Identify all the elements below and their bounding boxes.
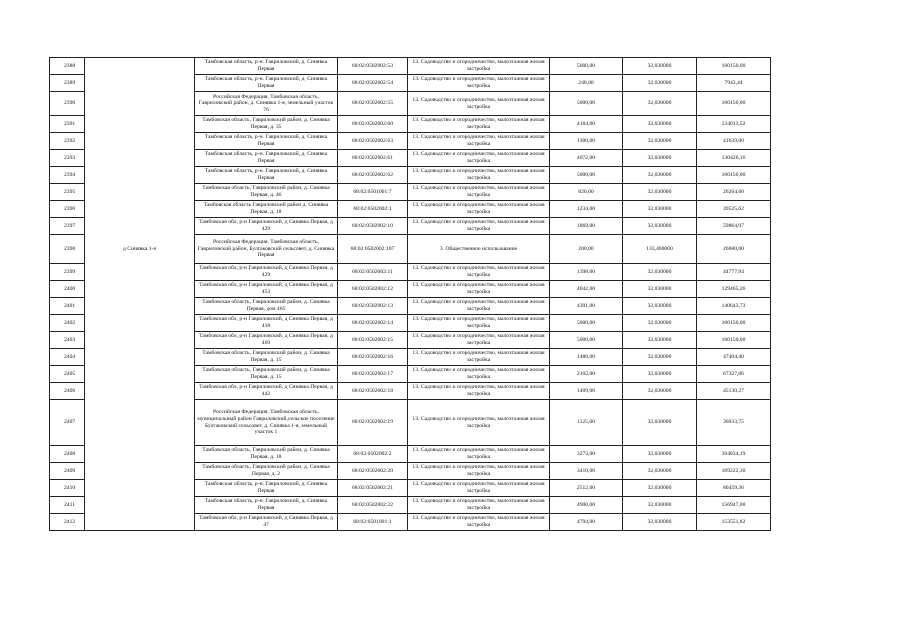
land-use-type: 13. Садоводство и огородничество, малоэтажная жилая застройка xyxy=(408,315,550,332)
area-cell: 3273,00 xyxy=(550,446,623,463)
locality-cell xyxy=(85,366,195,383)
row-number: 2407 xyxy=(50,400,85,446)
address-cell: Тамбовская обл, р-н Гавриловский, д Синявка Первая, д 442 xyxy=(195,383,338,400)
area-cell: 4391,00 xyxy=(550,298,623,315)
table-row xyxy=(50,349,771,366)
address-cell: Тамбовская область, р-н. Гавриловский, д. Синявка Первая xyxy=(195,480,338,497)
specific-value-cell: 32,030000 xyxy=(623,150,697,167)
locality-cell xyxy=(85,480,195,497)
specific-value-cell: 32,030000 xyxy=(623,58,697,75)
row-number: 2405 xyxy=(50,366,85,383)
row-number: 2393 xyxy=(50,150,85,167)
address-cell: Тамбовская область, Гавриловский район, д. Синявка Первая, дом 465 xyxy=(195,298,338,315)
address-cell: Российская Федерация, Тамбовская область, Гавриловский район, д. Синявка 1-я, земельный участок 76 xyxy=(195,92,338,116)
row-number: 2396 xyxy=(50,201,85,218)
cadastral-value-cell: 160150,00 xyxy=(697,315,771,332)
table-row xyxy=(50,201,771,218)
cadastral-value-cell: 59864,07 xyxy=(697,218,771,235)
table-row xyxy=(50,383,771,400)
land-use-type: 13. Садоводство и огородничество, малоэтажная жилая застройка xyxy=(408,264,550,281)
locality-cell xyxy=(85,150,195,167)
area-cell: 248,00 xyxy=(550,75,623,92)
locality-cell xyxy=(85,497,195,514)
table-row xyxy=(50,463,771,480)
table-row xyxy=(50,400,771,446)
table-row xyxy=(50,281,771,298)
specific-value-cell: 133,400000 xyxy=(623,235,697,264)
address-cell: Тамбовская обл, р-н Гавриловский, д Синявка Первая, д 453 xyxy=(195,281,338,298)
table-row xyxy=(50,92,771,116)
cadastral-value-cell: 80459,36 xyxy=(697,480,771,497)
land-use-type: 13. Садоводство и огородничество, малоэтажная жилая застройка xyxy=(408,116,550,133)
specific-value-cell: 32,030000 xyxy=(623,349,697,366)
locality-cell: д Синявка 1-я xyxy=(85,235,195,264)
table-row xyxy=(50,58,771,75)
row-number: 2397 xyxy=(50,218,85,235)
cadastral-number: 68:02:0502002:63 xyxy=(338,133,408,150)
area-cell: 1398,00 xyxy=(550,264,623,281)
cadastral-number: 68:02:0502002:54 xyxy=(338,75,408,92)
land-use-type: 13. Садоводство и огородничество, малоэтажная жилая застройка xyxy=(408,497,550,514)
address-cell: Тамбовская обл, р-н Гавриловский, д Синявка Первая, д 429 xyxy=(195,264,338,281)
row-number: 2395 xyxy=(50,184,85,201)
cadastral-number: 68:02:0502002:55 xyxy=(338,92,408,116)
locality-cell xyxy=(85,332,195,349)
address-cell: Тамбовская область, Гавриловский район, д. Синявка Первая, д. 18 xyxy=(195,446,338,463)
specific-value-cell: 32,030000 xyxy=(623,281,697,298)
cadastral-number: 68:02:0502002:13 xyxy=(338,298,408,315)
area-cell: 200,00 xyxy=(550,235,623,264)
row-number: 2392 xyxy=(50,133,85,150)
table-row xyxy=(50,298,771,315)
land-use-type: 13. Садоводство и огородничество, малоэтажная жилая застройка xyxy=(408,480,550,497)
table-row xyxy=(50,133,771,150)
locality-cell xyxy=(85,184,195,201)
area-cell: 5000,00 xyxy=(550,92,623,116)
cadastral-number: 68:02:0501001:1 xyxy=(338,514,408,531)
area-cell: 4184,00 xyxy=(550,116,623,133)
cadastral-value-cell: 129465,26 xyxy=(697,281,771,298)
locality-cell xyxy=(85,218,195,235)
cadastral-value-cell: 130426,16 xyxy=(697,150,771,167)
table-row xyxy=(50,446,771,463)
cadastral-number: 68:02:0502002:17 xyxy=(338,366,408,383)
table-row xyxy=(50,332,771,349)
land-use-type: 13. Садоводство и огородничество, малоэтажная жилая застройка xyxy=(408,366,550,383)
row-number: 2388 xyxy=(50,58,85,75)
locality-cell xyxy=(85,92,195,116)
cadastral-value-cell: 140643,73 xyxy=(697,298,771,315)
row-number: 2401 xyxy=(50,298,85,315)
row-number: 2412 xyxy=(50,514,85,531)
cadastral-number: 68:02:0502002:107 xyxy=(338,235,408,264)
cadastral-number: 68:02:0502002:10 xyxy=(338,218,408,235)
address-cell: Тамбовская обл, р-н Гавриловский, д Синявка Первая, д 429 xyxy=(195,218,338,235)
specific-value-cell: 32,030000 xyxy=(623,332,697,349)
document-page xyxy=(49,57,770,531)
row-number: 2404 xyxy=(50,349,85,366)
locality-cell xyxy=(85,75,195,92)
cadastral-value-cell: 160150,00 xyxy=(697,92,771,116)
cadastral-value-cell: 109222,30 xyxy=(697,463,771,480)
specific-value-cell: 32,030000 xyxy=(623,184,697,201)
land-use-type: 13. Садоводство и огородничество, малоэтажная жилая застройка xyxy=(408,281,550,298)
specific-value-cell: 32,030000 xyxy=(623,264,697,281)
row-number: 2391 xyxy=(50,116,85,133)
land-use-type: 13. Садоводство и огородничество, малоэтажная жилая застройка xyxy=(408,150,550,167)
area-cell: 1409,00 xyxy=(550,383,623,400)
table-row xyxy=(50,235,771,264)
cadastral-value-cell: 26264,60 xyxy=(697,184,771,201)
cadastral-value-cell: 41639,00 xyxy=(697,133,771,150)
land-use-type: 13. Садоводство и огородничество, малоэтажная жилая застройка xyxy=(408,92,550,116)
specific-value-cell: 32,030000 xyxy=(623,167,697,184)
area-cell: 2102,00 xyxy=(550,366,623,383)
cadastral-number: 68:02:0502002:14 xyxy=(338,315,408,332)
row-number: 2398 xyxy=(50,235,85,264)
area-cell: 4794,00 xyxy=(550,514,623,531)
locality-cell xyxy=(85,298,195,315)
cadastral-number: 68:02:0502002:22 xyxy=(338,497,408,514)
specific-value-cell: 32,030000 xyxy=(623,218,697,235)
address-cell: Тамбовская область, р-н. Гавриловский, д. Синявка Первая xyxy=(195,167,338,184)
row-number: 2410 xyxy=(50,480,85,497)
locality-cell xyxy=(85,315,195,332)
locality-cell xyxy=(85,463,195,480)
cadastral-value-table xyxy=(49,57,771,531)
table-row xyxy=(50,366,771,383)
cadastral-number: 68:02:0502002:53 xyxy=(338,58,408,75)
area-cell: 5000,00 xyxy=(550,332,623,349)
cadastral-number: 68:02:0502002:11 xyxy=(338,264,408,281)
row-number: 2394 xyxy=(50,167,85,184)
cadastral-number: 68:02:0502002:12 xyxy=(338,281,408,298)
row-number: 2409 xyxy=(50,463,85,480)
specific-value-cell: 32,030000 xyxy=(623,514,697,531)
land-use-type: 13. Садоводство и огородничество, малоэтажная жилая застройка xyxy=(408,167,550,184)
address-cell: Тамбовская область, Гавриловский район, д. Синявка Первая, д. 35 xyxy=(195,116,338,133)
locality-cell xyxy=(85,514,195,531)
address-cell: Тамбовская область, Гавриловский район, д. Синявка Первая, д. 2 xyxy=(195,463,338,480)
specific-value-cell: 32,030000 xyxy=(623,480,697,497)
area-cell: 4900,00 xyxy=(550,497,623,514)
table-row xyxy=(50,167,771,184)
row-number: 2402 xyxy=(50,315,85,332)
specific-value-cell: 32,030000 xyxy=(623,463,697,480)
cadastral-value-cell: 47404,40 xyxy=(697,349,771,366)
table-row xyxy=(50,218,771,235)
cadastral-value-cell: 160150,00 xyxy=(697,332,771,349)
cadastral-number: 68:02:0502002:19 xyxy=(338,400,408,446)
cadastral-value-cell: 67327,06 xyxy=(697,366,771,383)
cadastral-number: 68:02:0502002:15 xyxy=(338,332,408,349)
cadastral-number: 68:02:0502002:1 xyxy=(338,201,408,218)
address-cell: Тамбовская область, р-н. Гавриловский, д. Синявка Первая xyxy=(195,497,338,514)
address-cell: Тамбовская область, Гавриловский район, д. Синявка Первая, д. 15 xyxy=(195,349,338,366)
land-use-type: 13. Садоводство и огородничество, малоэтажная жилая застройка xyxy=(408,400,550,446)
specific-value-cell: 32,030000 xyxy=(623,315,697,332)
address-cell: Тамбовская обл, р-н Гавриловский, д Синявка Первая, д 47 xyxy=(195,514,338,531)
table-row xyxy=(50,264,771,281)
specific-value-cell: 32,030000 xyxy=(623,497,697,514)
row-number: 2408 xyxy=(50,446,85,463)
area-cell: 1300,00 xyxy=(550,133,623,150)
specific-value-cell: 32,030000 xyxy=(623,366,697,383)
cadastral-value-cell: 45130,27 xyxy=(697,383,771,400)
locality-cell xyxy=(85,167,195,184)
address-cell: Российская Федерация, Тамбовская область, Гавриловский район, Булгаковский сельсовет, д. Синявка Первая xyxy=(195,235,338,264)
specific-value-cell: 32,030000 xyxy=(623,92,697,116)
table-row xyxy=(50,480,771,497)
cadastral-value-cell: 39525,02 xyxy=(697,201,771,218)
area-cell: 4042,00 xyxy=(550,281,623,298)
table-row xyxy=(50,514,771,531)
locality-cell xyxy=(85,446,195,463)
cadastral-value-cell: 160150,00 xyxy=(697,58,771,75)
land-use-type: 13. Садоводство и огородничество, малоэтажная жилая застройка xyxy=(408,298,550,315)
row-number: 2411 xyxy=(50,497,85,514)
address-cell: Тамбовская обл, р-н Гавриловский, д Синявка Первая, д 469 xyxy=(195,332,338,349)
table-row xyxy=(50,75,771,92)
table-row xyxy=(50,315,771,332)
table-row xyxy=(50,150,771,167)
land-use-type: 13. Садоводство и огородничество, малоэтажная жилая застройка xyxy=(408,218,550,235)
address-cell: Тамбовская обл, р-н Гавриловский, д Синявка Первая, д 418 xyxy=(195,315,338,332)
cadastral-number: 68:02:0502002:18 xyxy=(338,383,408,400)
specific-value-cell: 32,030000 xyxy=(623,116,697,133)
row-number: 2399 xyxy=(50,264,85,281)
cadastral-value-cell: 36033,75 xyxy=(697,400,771,446)
cadastral-number: 68:02:0502002:62 xyxy=(338,167,408,184)
land-use-type: 13. Садоводство и огородничество, малоэтажная жилая застройка xyxy=(408,349,550,366)
area-cell: 1125,00 xyxy=(550,400,623,446)
land-use-type: 3. Общественное использование xyxy=(408,235,550,264)
cadastral-number: 68:02:0502002:2 xyxy=(338,446,408,463)
cadastral-number: 68:02:0501001:7 xyxy=(338,184,408,201)
area-cell: 4072,00 xyxy=(550,150,623,167)
cadastral-value-cell: 44777,94 xyxy=(697,264,771,281)
cadastral-value-cell: 134013,52 xyxy=(697,116,771,133)
area-cell: 1869,00 xyxy=(550,218,623,235)
land-use-type: 13. Садоводство и огородничество, малоэтажная жилая застройка xyxy=(408,332,550,349)
area-cell: 5000,00 xyxy=(550,315,623,332)
address-cell: Тамбовская область Гавриловский район д. Синявка Первая, д. 18 xyxy=(195,201,338,218)
land-use-type: 13. Садоводство и огородничество, малоэтажная жилая застройка xyxy=(408,446,550,463)
cadastral-value-cell: 156947,00 xyxy=(697,497,771,514)
area-cell: 3410,00 xyxy=(550,463,623,480)
land-use-type: 13. Садоводство и огородничество, малоэтажная жилая застройка xyxy=(408,463,550,480)
address-cell: Тамбовская область, р-н. Гавриловский, д. Синявка Первая xyxy=(195,150,338,167)
address-cell: Тамбовская область, р-н. Гавриловский, д. Синявка Первая xyxy=(195,75,338,92)
land-use-type: 13. Садоводство и огородничество, малоэтажная жилая застройка xyxy=(408,514,550,531)
area-cell: 1234,00 xyxy=(550,201,623,218)
address-cell: Тамбовская область, Гавриловский район, д. Синявка Первая, д. 15 xyxy=(195,366,338,383)
specific-value-cell: 32,030000 xyxy=(623,400,697,446)
cadastral-number: 68:02:0502002:61 xyxy=(338,150,408,167)
area-cell: 5000,00 xyxy=(550,58,623,75)
area-cell: 5000,00 xyxy=(550,167,623,184)
locality-cell xyxy=(85,281,195,298)
cadastral-value-cell: 26680,00 xyxy=(697,235,771,264)
address-cell: Российская Федерация, Тамбовская область, муниципальный район Гавриловский,сельское поселение Булгаковский сельсовет, д. Синявка 1-я, земельный участок 1 xyxy=(195,400,338,446)
specific-value-cell: 32,030000 xyxy=(623,75,697,92)
locality-cell xyxy=(85,400,195,446)
cadastral-value-cell: 7943,44 xyxy=(697,75,771,92)
table-row xyxy=(50,497,771,514)
land-use-type: 13. Садоводство и огородничество, малоэтажная жилая застройка xyxy=(408,58,550,75)
locality-cell xyxy=(85,201,195,218)
specific-value-cell: 32,030000 xyxy=(623,383,697,400)
locality-cell xyxy=(85,133,195,150)
locality-cell xyxy=(85,349,195,366)
specific-value-cell: 32,030000 xyxy=(623,133,697,150)
row-number: 2403 xyxy=(50,332,85,349)
cadastral-value-cell: 153551,82 xyxy=(697,514,771,531)
cadastral-number: 68:02:0502002:20 xyxy=(338,463,408,480)
row-number: 2400 xyxy=(50,281,85,298)
area-cell: 820,00 xyxy=(550,184,623,201)
area-cell: 1480,00 xyxy=(550,349,623,366)
specific-value-cell: 32,030000 xyxy=(623,298,697,315)
address-cell: Тамбовская область, р-н. Гавриловский, д. Синявка Первая xyxy=(195,58,338,75)
address-cell: Тамбовская область, р-н. Гавриловский, д. Синявка Первая xyxy=(195,133,338,150)
table-row xyxy=(50,184,771,201)
specific-value-cell: 32,030000 xyxy=(623,201,697,218)
land-use-type: 13. Садоводство и огородничество, малоэтажная жилая застройка xyxy=(408,75,550,92)
land-use-type: 13. Садоводство и огородничество, малоэтажная жилая застройка xyxy=(408,383,550,400)
cadastral-value-cell: 160150,00 xyxy=(697,167,771,184)
cadastral-value-cell: 104834,19 xyxy=(697,446,771,463)
area-cell: 2512,00 xyxy=(550,480,623,497)
locality-cell xyxy=(85,264,195,281)
specific-value-cell: 32,030000 xyxy=(623,446,697,463)
locality-cell xyxy=(85,58,195,75)
row-number: 2390 xyxy=(50,92,85,116)
locality-cell xyxy=(85,116,195,133)
address-cell: Тамбовская область, Гавриловский район, д. Синявка Первая, д. 46 xyxy=(195,184,338,201)
locality-cell xyxy=(85,383,195,400)
land-use-type: 13. Садоводство и огородничество, малоэтажная жилая застройка xyxy=(408,184,550,201)
row-number: 2406 xyxy=(50,383,85,400)
land-use-type: 13. Садоводство и огородничество, малоэтажная жилая застройка xyxy=(408,201,550,218)
cadastral-number: 68:02:0502002:21 xyxy=(338,480,408,497)
row-number: 2389 xyxy=(50,75,85,92)
table-row xyxy=(50,116,771,133)
land-use-type: 13. Садоводство и огородничество, малоэтажная жилая застройка xyxy=(408,133,550,150)
cadastral-number: 68:02:0502002:16 xyxy=(338,349,408,366)
cadastral-number: 68:02:0502002:60 xyxy=(338,116,408,133)
